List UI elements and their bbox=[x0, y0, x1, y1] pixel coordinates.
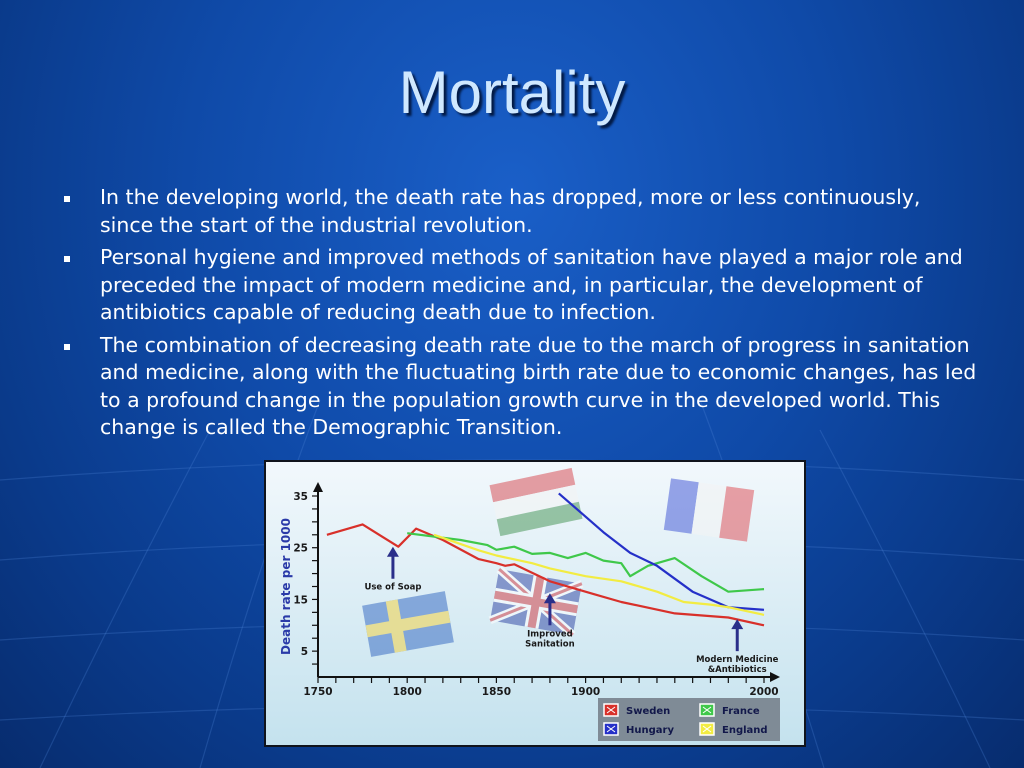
chart-canvas bbox=[266, 462, 804, 745]
x-tick-label: 2000 bbox=[749, 686, 779, 698]
y-axis-title: Death rate per 1000 bbox=[279, 518, 293, 655]
y-tick-label: 25 bbox=[293, 542, 308, 555]
annotation-label: Sanitation bbox=[525, 639, 575, 650]
bullet-square-icon bbox=[64, 256, 70, 262]
bullet-list bbox=[62, 184, 977, 447]
bullet-item bbox=[62, 332, 977, 442]
x-tick-label: 1850 bbox=[481, 686, 512, 698]
x-tick-label: 1800 bbox=[392, 686, 422, 698]
bullet-item bbox=[62, 244, 977, 327]
bullet-text: The combination of decreasing death rate due to the march of progress in sanitation and medicine, along with the fluctuating birth rate due to economic changes, has led to a profound change in the population growth curve in the developed world. This change is called the Demographic Transition. bbox=[100, 332, 977, 439]
annotation-label: &Antibiotics bbox=[707, 665, 767, 676]
legend-label: Sweden bbox=[626, 706, 671, 717]
death-rate-chart bbox=[264, 460, 806, 747]
slide-title: Mortality bbox=[398, 59, 626, 126]
annotation-label: Improved bbox=[527, 629, 573, 640]
chart-legend bbox=[598, 698, 780, 741]
legend-label: Hungary bbox=[626, 725, 674, 736]
bullet-square-icon bbox=[64, 196, 70, 202]
x-tick-label: 1900 bbox=[570, 686, 601, 698]
annotation-label: Modern Medicine bbox=[696, 655, 779, 666]
y-tick-label: 5 bbox=[300, 646, 308, 659]
annotation-label: Use of Soap bbox=[364, 582, 422, 593]
bullet-square-icon bbox=[64, 344, 70, 350]
x-tick-label: 1750 bbox=[303, 686, 333, 698]
y-tick-label: 15 bbox=[293, 594, 308, 607]
bullet-text: In the developing world, the death rate has dropped, more or less continuously, since the start of the industrial revolution. bbox=[100, 185, 921, 237]
bullet-text: Personal hygiene and improved methods of sanitation have played a major role and preceded the impact of modern medicine and, in particular, the development of antibiotics capable of reducing death due to infection. bbox=[100, 245, 963, 324]
bullet-item bbox=[62, 184, 977, 239]
y-tick-label: 35 bbox=[293, 491, 308, 503]
legend-label: England bbox=[722, 725, 768, 736]
legend-label: France bbox=[722, 706, 760, 717]
